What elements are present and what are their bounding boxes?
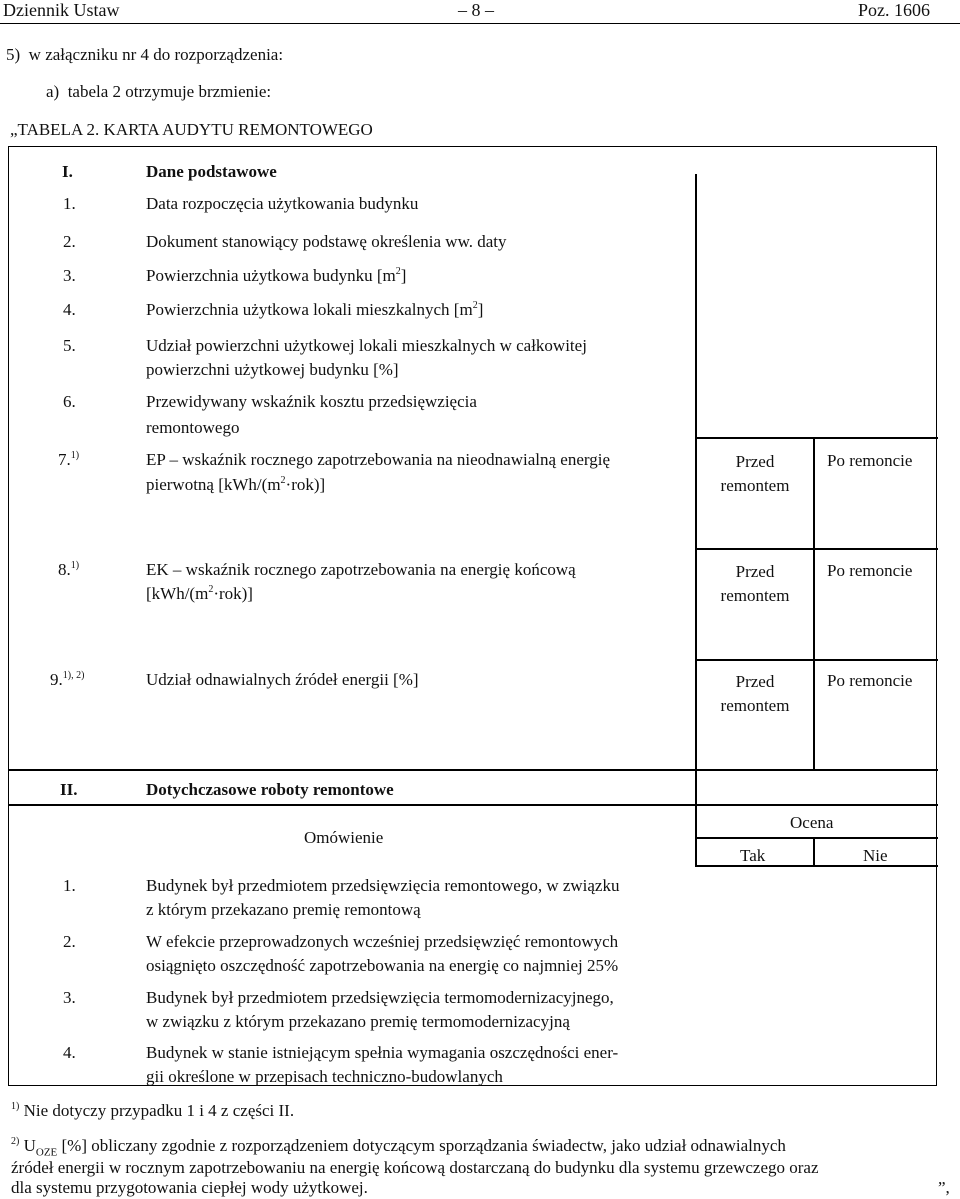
s2-row-2-line1: W efekcie przeprowadzonych wcześniej przedsięwzięć remontowych bbox=[146, 932, 619, 951]
row-8-line2-sup: 2 bbox=[208, 584, 214, 595]
column-divider bbox=[813, 837, 815, 865]
row-7-line2-a: pierwotną [kWh/(m bbox=[146, 475, 281, 494]
before-word: Przed bbox=[735, 562, 775, 581]
row-8-num: 8. bbox=[58, 560, 71, 579]
footnote-2-mark: 2) bbox=[11, 1136, 20, 1147]
row-divider bbox=[695, 659, 938, 661]
row-divider bbox=[695, 437, 938, 439]
row-7-after-label: Po remoncie bbox=[827, 451, 913, 470]
page-number: – 8 – bbox=[458, 0, 494, 20]
row-9-number bbox=[50, 670, 84, 690]
row-7-line2-b: ·rok)] bbox=[285, 475, 326, 494]
before-word: Przed bbox=[735, 672, 775, 691]
row-5-number: 5. bbox=[63, 336, 76, 355]
footnote-1-mark: 1) bbox=[11, 1101, 20, 1112]
footnote-1 bbox=[11, 1101, 294, 1121]
before-word-2: remontem bbox=[720, 696, 790, 715]
amendment-point-5: 5) w załączniku nr 4 do rozporządzenia: bbox=[6, 45, 284, 64]
table-title: „TABELA 2. KARTA AUDYTU REMONTOWEGO bbox=[10, 120, 373, 139]
row-4-sup: 2 bbox=[472, 300, 478, 311]
footnote-2-sub: OZE bbox=[35, 1146, 58, 1159]
row-divider bbox=[9, 769, 938, 771]
row-7-before-label bbox=[695, 450, 815, 498]
footnote-1-text: Nie dotyczy przypadku 1 i 4 z części II. bbox=[23, 1101, 295, 1120]
row-9-before-label bbox=[695, 670, 815, 718]
s2-row-2-number: 2. bbox=[63, 932, 76, 951]
section-2-title: Dotychczasowe roboty remontowe bbox=[146, 780, 394, 799]
amendment-point-a: a) tabela 2 otrzymuje brzmienie: bbox=[46, 82, 272, 101]
row-divider bbox=[695, 548, 938, 550]
row-6-number: 6. bbox=[63, 392, 76, 411]
row-7-num: 7. bbox=[58, 450, 71, 469]
row-4-label bbox=[146, 300, 483, 320]
s2-row-4-line1: Budynek w stanie istniejącym spełnia wymagania oszczędności ener- bbox=[146, 1043, 619, 1062]
row-divider bbox=[695, 837, 938, 839]
s2-row-2-line2: osiągnięto oszczędność zapotrzebowania na energię co najmniej 25% bbox=[146, 956, 619, 975]
row-8-line1: EK – wskaźnik rocznego zapotrzebowania na energię końcową bbox=[146, 560, 576, 579]
s2-row-3-line2: w związku z którym przekazano premię termomodernizacyjną bbox=[146, 1012, 570, 1031]
column-divider bbox=[695, 805, 697, 865]
row-8-line2 bbox=[146, 584, 253, 604]
row-divider bbox=[9, 804, 938, 806]
row-5-line2: powierzchni użytkowej budynku [%] bbox=[146, 360, 399, 379]
row-2-label: Dokument stanowiący podstawę określenia ww. daty bbox=[146, 232, 507, 251]
row-8-after-label: Po remoncie bbox=[827, 561, 913, 580]
closing-quote: ”, bbox=[938, 1178, 950, 1197]
row-2-number: 2. bbox=[63, 232, 76, 251]
section-2-number: II. bbox=[60, 780, 78, 799]
row-7-line2 bbox=[146, 475, 325, 495]
row-7-footnote-ref: 1) bbox=[70, 450, 80, 461]
row-7-number bbox=[58, 450, 79, 470]
row-8-line2-b: ·rok)] bbox=[213, 584, 253, 603]
s2-row-3-number: 3. bbox=[63, 988, 76, 1007]
row-4-number: 4. bbox=[63, 300, 76, 319]
row-7-line2-sup: 2 bbox=[280, 475, 286, 486]
row-3-label bbox=[146, 266, 406, 286]
yes-header: Tak bbox=[740, 846, 766, 865]
s2-row-1-number: 1. bbox=[63, 876, 76, 895]
row-3-text: Powierzchnia użytkowa budynku [m bbox=[146, 266, 396, 285]
row-8-footnote-ref: 1) bbox=[70, 560, 80, 571]
row-9-num: 9. bbox=[50, 670, 63, 689]
footnote-2-u: U bbox=[23, 1136, 36, 1155]
rating-header: Ocena bbox=[790, 813, 834, 832]
before-word-2: remontem bbox=[720, 586, 790, 605]
before-word: Przed bbox=[735, 452, 775, 471]
row-3-sup: 2 bbox=[395, 266, 401, 277]
row-1-label: Data rozpoczęcia użytkowania budynku bbox=[146, 194, 419, 213]
no-header: Nie bbox=[863, 846, 888, 865]
s2-row-4-number: 4. bbox=[63, 1043, 76, 1062]
s2-row-3-line1: Budynek był przedmiotem przedsięwzięcia termomodernizacyjnego, bbox=[146, 988, 614, 1007]
section-1-title: Dane podstawowe bbox=[146, 162, 277, 181]
journal-title: Dziennik Ustaw bbox=[3, 0, 120, 20]
row-9-footnote-ref: 1), 2) bbox=[62, 670, 85, 681]
footnote-2-line3: dla systemu przygotowania ciepłej wody użytkowej. bbox=[11, 1178, 368, 1197]
before-word-2: remontem bbox=[720, 476, 790, 495]
footnote-2-text: [%] obliczany zgodnie z rozporządzeniem dotyczącym sporządzania świadectw, jako udział odnawialnych bbox=[61, 1136, 786, 1155]
row-1-number: 1. bbox=[63, 194, 76, 213]
row-3-number: 3. bbox=[63, 266, 76, 285]
row-4-tail: ] bbox=[477, 300, 484, 319]
row-9-after-label: Po remoncie bbox=[827, 671, 913, 690]
s2-row-4-line2: gii określone w przepisach techniczno-budowlanych bbox=[146, 1067, 503, 1086]
row-3-tail: ] bbox=[400, 266, 407, 285]
row-9-label: Udział odnawialnych źródeł energii [%] bbox=[146, 670, 419, 689]
row-8-number bbox=[58, 560, 79, 580]
row-5-line1: Udział powierzchni użytkowej lokali mieszkalnych w całkowitej bbox=[146, 336, 587, 355]
row-8-before-label bbox=[695, 560, 815, 608]
discussion-header: Omówienie bbox=[304, 828, 384, 847]
row-6-line2: remontowego bbox=[146, 418, 240, 437]
row-7-line1: EP – wskaźnik rocznego zapotrzebowania na nieodnawialną energię bbox=[146, 450, 611, 469]
position-number: Poz. 1606 bbox=[858, 0, 930, 20]
row-divider bbox=[695, 865, 938, 867]
header-rule bbox=[0, 23, 960, 24]
row-6-line1: Przewidywany wskaźnik kosztu przedsięwzięcia bbox=[146, 392, 477, 411]
s2-row-1-line1: Budynek był przedmiotem przedsięwzięcia remontowego, w związku bbox=[146, 876, 620, 895]
s2-row-1-line2: z którym przekazano premię remontową bbox=[146, 900, 421, 919]
footnote-2-line2: źródeł energii w rocznym zapotrzebowaniu na energię końcową dostarczaną do budynku dla systemu grzewczego oraz bbox=[11, 1158, 819, 1177]
row-8-line2-a: [kWh/(m bbox=[146, 584, 209, 603]
row-4-text: Powierzchnia użytkowa lokali mieszkalnych [m bbox=[146, 300, 473, 319]
section-1-number: I. bbox=[62, 162, 73, 181]
